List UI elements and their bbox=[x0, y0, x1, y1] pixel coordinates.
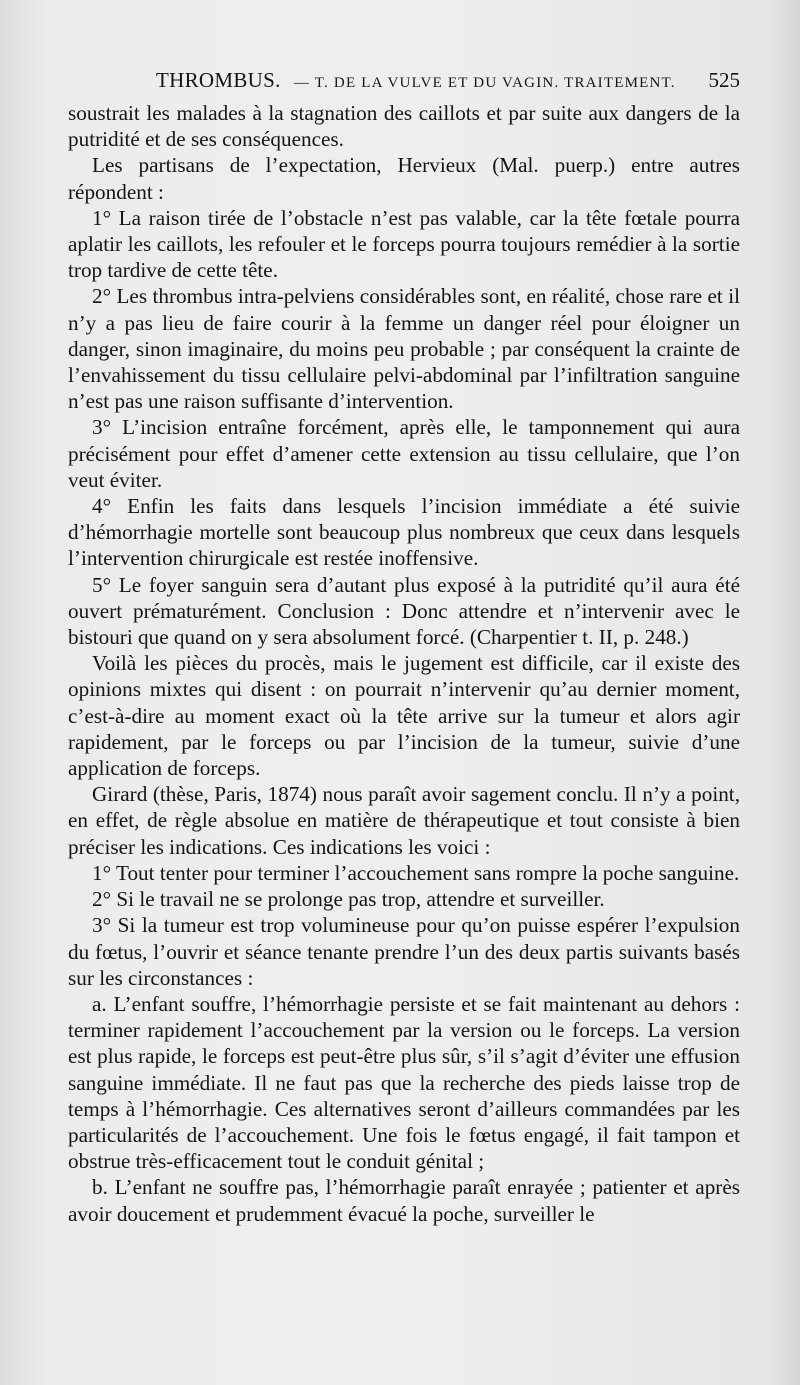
paragraph-5: 3° L’incision entraîne forcément, après elle, le tamponnement qui aura précisément pour effet d’amener cette extension au tissu cellulaire, que l’on veut éviter. bbox=[68, 415, 740, 492]
page-number: 525 bbox=[708, 68, 740, 92]
paragraph-9: Girard (thèse, Paris, 1874) nous paraît avoir sagement conclu. Il n’y a point, en effet, de règle absolue en matière de thérapeutique et tout consiste à bien préciser les indications. Ces indications les voici : bbox=[68, 782, 740, 859]
paragraph-4: 2° Les thrombus intra-pelviens considérables sont, en réalité, chose rare et il n’y a pas lieu de faire courir à la femme un danger réel pour éloigner un danger, sinon imaginaire, du moins peu probable ; par conséquent la crainte de l’envahissement du tissu cellulaire pelvi-abdominal par l’infiltration sanguine n’est pas une raison suffisante d’intervention. bbox=[68, 284, 740, 414]
header-subtitle: — T. DE LA VULVE ET DU VAGIN. TRAITEMENT. bbox=[293, 75, 676, 91]
paragraph-12: 3° Si la tumeur est trop volumineuse pour qu’on puisse espérer l’expulsion du fœtus, l’ouvrir et séance tenante prendre l’un des deux partis suivants basés sur les circonstances : bbox=[68, 913, 740, 990]
paragraph-10: 1° Tout tenter pour terminer l’accouchement sans rompre la poche sanguine. bbox=[92, 860, 740, 885]
header-title: THROMBUS. bbox=[156, 68, 281, 92]
running-header bbox=[68, 64, 740, 96]
paragraph-11: 2° Si le travail ne se prolonge pas trop, attendre et surveiller. bbox=[92, 887, 605, 912]
paragraph-2: Les partisans de l’expectation, Hervieux (Mal. puerp.) entre autres répondent : bbox=[68, 153, 740, 204]
paragraph-13: a. L’enfant souffre, l’hémorrhagie persiste et se fait maintenant au dehors : terminer rapidement l’accouchement par la version ou le forceps. La version est plus rapide, le forceps est peut-être plus sûr, s’il s’agit d’éviter une effusion sanguine immédiate. Il ne faut pas que la recherche des pieds laisse trop de temps à l’hémorrhagie. Ces alternatives seront d’ailleurs commandées par les particularités de l’accouchement. Une fois le fœtus engagé, il fait tampon et obstrue très-efficacement tout le conduit génital ; bbox=[68, 991, 740, 1174]
paragraph-8: Voilà les pièces du procès, mais le jugement est difficile, car il existe des opinions mixtes qui disent : on pourrait n’intervenir qu’au dernier moment, c’est-à-dire au moment exact où la tête arrive sur la tumeur et alors agir rapidement, par le forceps ou par l’incision de la tumeur, suivie d’une application de forceps. bbox=[68, 651, 740, 781]
paragraph-14: b. L’enfant ne souffre pas, l’hémorrhagie paraît enrayée ; patienter et après avoir doucement et prudemment évacué la poche, surveiller le bbox=[68, 1175, 740, 1226]
body-text bbox=[68, 100, 740, 1227]
paragraph-6: 4° Enfin les faits dans lesquels l’incision immédiate a été suivie d’hémorrhagie mortelle sont beaucoup plus nombreux que ceux dans lesquels l’intervention chirurgicale est restée inoffensive. bbox=[68, 494, 740, 571]
header-title-group bbox=[156, 64, 676, 99]
paragraph-3: 1° La raison tirée de l’obstacle n’est pas valable, car la tête fœtale pourra aplatir les caillots, les refouler et le forceps pourra toujours remédier à la sortie trop tardive de cette tête. bbox=[68, 205, 740, 283]
paragraph-7: 5° Le foyer sanguin sera d’autant plus exposé à la putridité qu’il aura été ouvert prématurément. Conclusion : Donc attendre et n’intervenir avec le bistouri que quand on y sera absolument forcé. (Charpentier t. II, p. 248.) bbox=[68, 572, 740, 650]
paragraph-1: soustrait les malades à la stagnation des caillots et par suite aux dangers de la putridité et de ses conséquences. bbox=[68, 101, 740, 152]
